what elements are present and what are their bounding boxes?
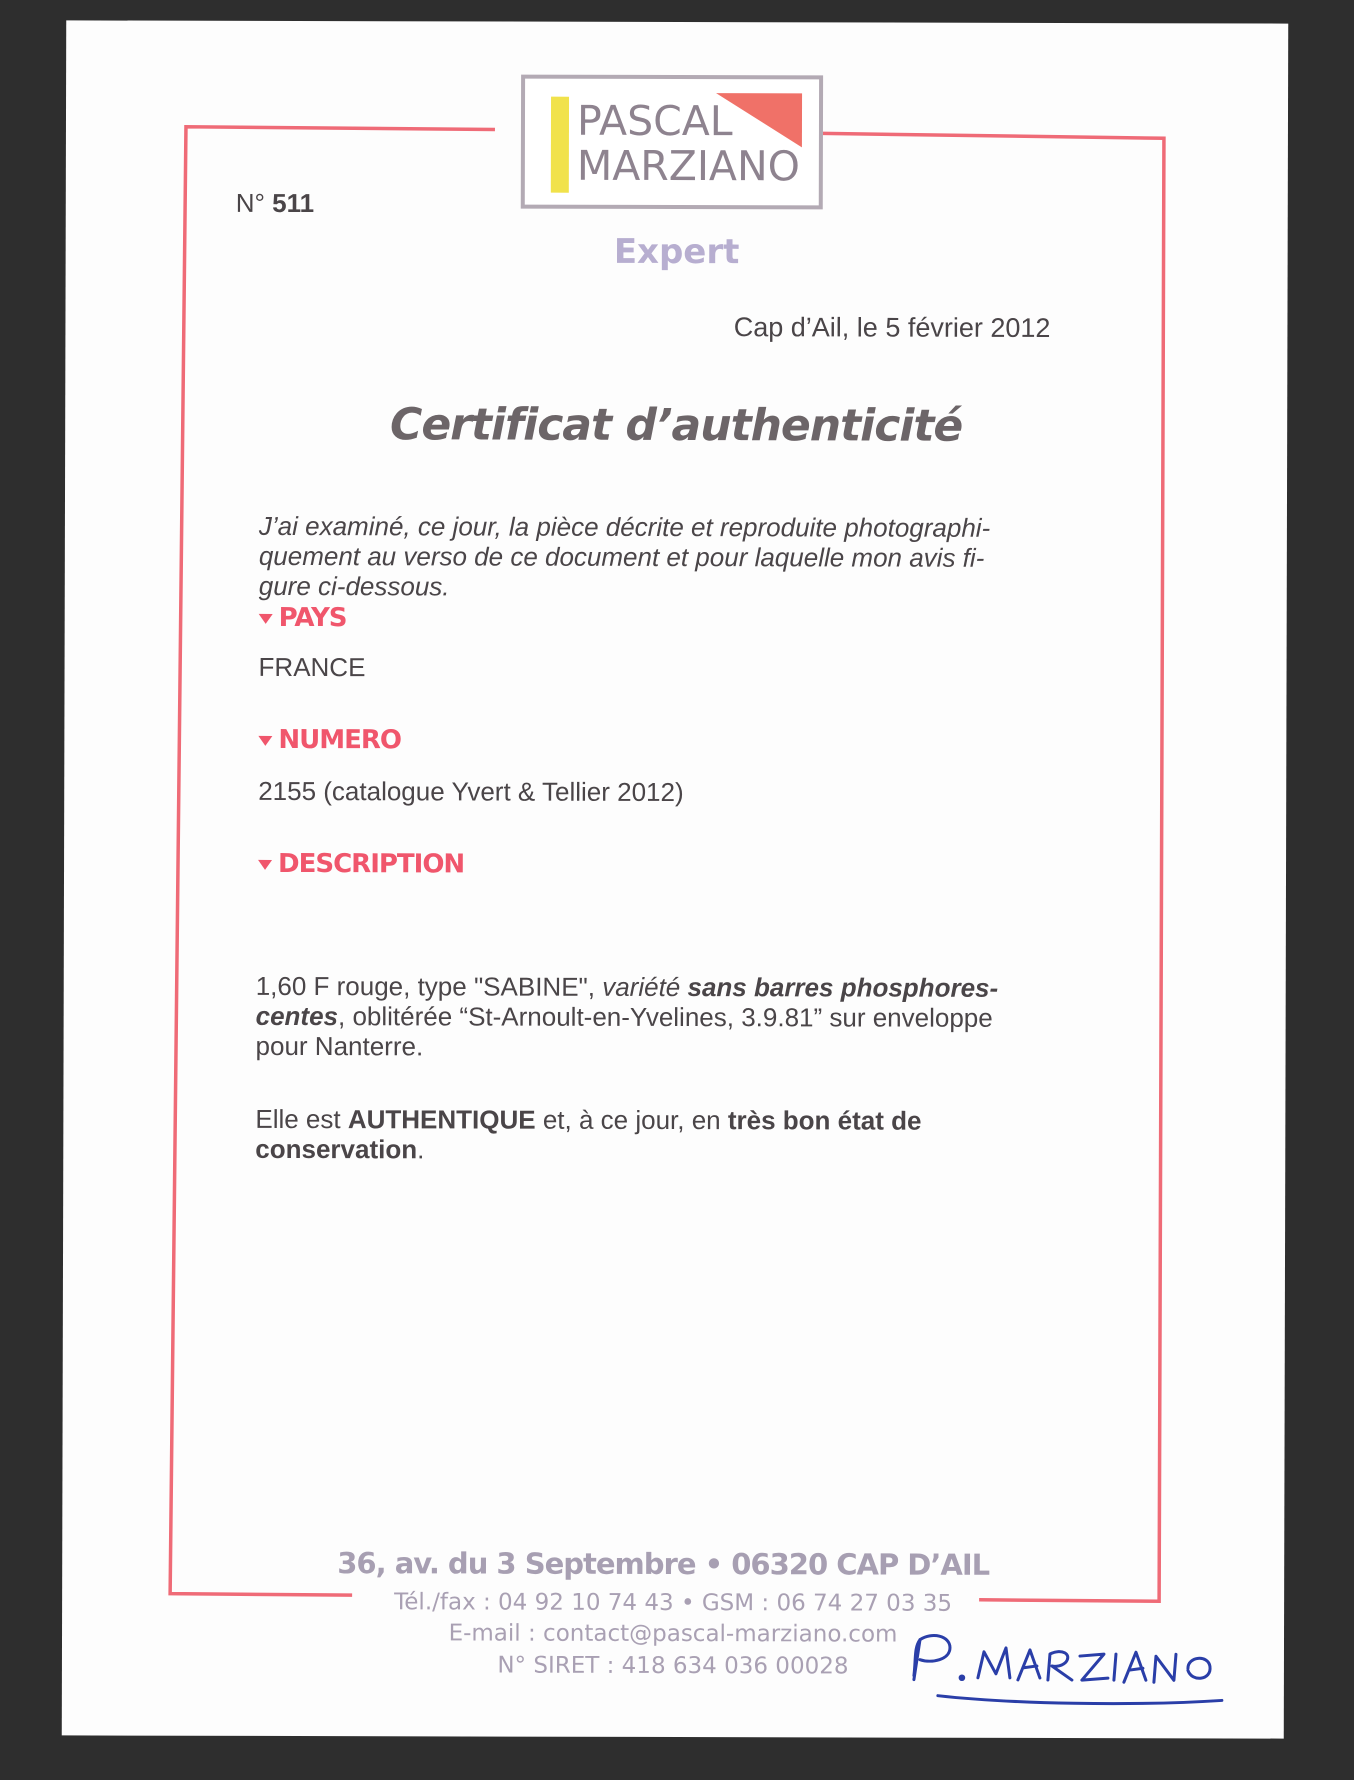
- condition-verdict: conservation: [255, 1133, 418, 1165]
- section-pays-label: PAYS: [278, 602, 347, 634]
- expert-label: Expert: [613, 231, 740, 273]
- certificate-number-prefix: N°: [235, 187, 265, 218]
- section-description-label: DESCRIPTION: [278, 848, 465, 880]
- conclusion-text: .: [417, 1134, 425, 1165]
- section-numero-label: NUMERO: [278, 724, 402, 756]
- triangle-down-icon: [258, 735, 272, 745]
- description-text: , oblitérée “St-Arnoult-en-Yvelines, 3.9.81” sur enveloppe: [337, 1001, 993, 1033]
- condition-verdict: très bon état de: [727, 1105, 922, 1136]
- red-frame: [62, 20, 1288, 1738]
- document-title: Certificat d’authenticité: [390, 399, 963, 452]
- description-line: [256, 1031, 1052, 1063]
- section-description-text: [256, 971, 1052, 1063]
- intro-line: quement au verso de ce document et pour laquelle mon avis fi-: [258, 540, 985, 573]
- conclusion-line: [255, 1104, 1051, 1136]
- handwritten-signature: [892, 1618, 1272, 1729]
- description-text-bold-italic: centes: [255, 1000, 339, 1032]
- certificate-number: [236, 188, 314, 219]
- section-description-heading: [258, 849, 464, 880]
- triangle-down-icon: [258, 859, 272, 869]
- authenticity-verdict: AUTHENTIQUE: [347, 1104, 536, 1135]
- description-text: pour Nanterre.: [255, 1030, 424, 1062]
- intro-line: J’ai examiné, ce jour, la pièce décrite et reproduite photographi-: [258, 510, 991, 543]
- place-and-date: Cap d’Ail, le 5 février 2012: [733, 312, 1051, 343]
- company-logo: [521, 75, 823, 210]
- certificate-number-value: 511: [272, 187, 315, 219]
- description-text-italic: variété: [602, 971, 688, 1003]
- footer-phone: Tél./fax : 04 92 10 74 43 • GSM : 06 74 27 03 35: [394, 1589, 953, 1617]
- logo-line-2: MARZIANO: [576, 141, 801, 191]
- footer-email: E-mail : contact@pascal-marziano.com: [448, 1620, 898, 1648]
- description-text: 1,60 F rouge, type "SABINE",: [255, 970, 603, 1002]
- footer-siret: N° SIRET : 418 634 036 00028: [497, 1652, 849, 1680]
- intro-paragraph: [259, 511, 1051, 603]
- triangle-down-icon: [259, 613, 273, 623]
- footer-address: 36, av. du 3 Septembre • 06320 CAP D’AIL: [337, 1546, 990, 1582]
- conclusion-text: Elle est: [255, 1103, 348, 1135]
- conclusion-paragraph: [255, 1104, 1051, 1166]
- section-pays-value: FRANCE: [258, 651, 366, 683]
- conclusion-text: et, à ce jour, en: [535, 1104, 728, 1136]
- intro-line: gure ci-dessous.: [258, 570, 450, 602]
- section-pays-heading: [259, 603, 347, 633]
- description-text-bold-italic: sans barres phosphores-: [687, 972, 999, 1003]
- description-line: [256, 971, 1052, 1003]
- certificate-page: [62, 20, 1288, 1738]
- conclusion-line: [255, 1134, 1051, 1166]
- section-numero-value: 2155 (catalogue Yvert & Tellier 2012): [258, 775, 684, 808]
- logo-yellow-bar: [551, 97, 569, 193]
- description-line: [256, 1001, 1052, 1033]
- section-numero-heading: [258, 725, 401, 755]
- logo-line-1: PASCAL: [576, 96, 733, 146]
